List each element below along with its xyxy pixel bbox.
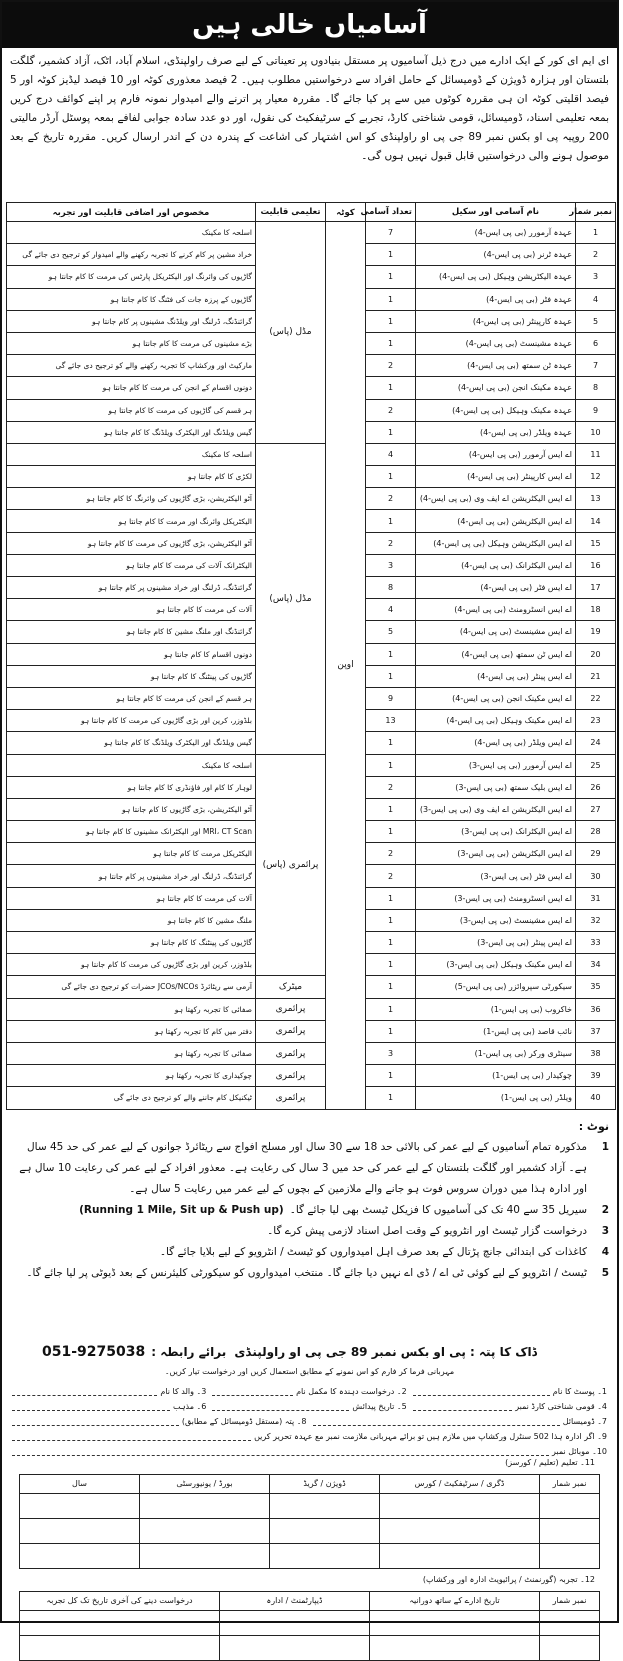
row-number: 28 bbox=[576, 821, 616, 843]
requirement: اسلحہ کا مکینک bbox=[7, 754, 256, 776]
banner-title: آسامیاں خالی ہیں bbox=[2, 2, 617, 48]
form-table-cell[interactable] bbox=[380, 1543, 540, 1568]
header-edu: تعلیمی قابلیت bbox=[256, 203, 326, 222]
form-field-line[interactable] bbox=[12, 1385, 157, 1396]
form-field-label: 6۔ مذہب bbox=[172, 1401, 207, 1411]
education-cell: پرائمری bbox=[256, 1087, 326, 1109]
post-quantity: 2 bbox=[366, 488, 416, 510]
post-quantity: 4 bbox=[366, 443, 416, 465]
post-name: اے ایس ٹن سمتھ (بی پی ایس-4) bbox=[416, 643, 576, 665]
education-cell: مڈل (پاس) bbox=[256, 443, 326, 754]
requirement: گاڑیوں کی پینٹنگ کا کام جانتا ہو bbox=[7, 932, 256, 954]
post-name: اے ایس انسٹرومنٹ (بی پی ایس-4) bbox=[416, 599, 576, 621]
row-number: 33 bbox=[576, 932, 616, 954]
requirement: آرمی سے ریٹائرڈ JCOs/NCOs حضرات کو ترجیح دی جائے گی bbox=[7, 976, 256, 998]
form-table-cell[interactable] bbox=[540, 1610, 600, 1635]
form-table-header: نمبر شمار bbox=[540, 1591, 600, 1610]
post-name: نائب قاصد (بی پی ایس-1) bbox=[416, 1020, 576, 1042]
experience-table bbox=[19, 1591, 600, 1661]
experience-body bbox=[20, 1610, 600, 1660]
form-table-row bbox=[20, 1493, 600, 1518]
post-quantity: 5 bbox=[366, 621, 416, 643]
post-quantity: 3 bbox=[366, 1042, 416, 1064]
row-number: 19 bbox=[576, 621, 616, 643]
requirement: ٹیکنیکل کام جاننے والے کو ترجیح دی جائے گی bbox=[7, 1087, 256, 1109]
row-number: 9 bbox=[576, 399, 616, 421]
post-quantity: 1 bbox=[366, 976, 416, 998]
requirement: گاڑیوں کی پینٹنگ کا کام جانتا ہو bbox=[7, 665, 256, 687]
row-number: 36 bbox=[576, 998, 616, 1020]
note-number: 2 bbox=[601, 1203, 609, 1216]
requirement: آلات کی مرمت کا کام جانتا ہو bbox=[7, 599, 256, 621]
table-row bbox=[7, 1087, 616, 1109]
post-name: اے ایس کارپینٹر (بی پی ایس-4) bbox=[416, 466, 576, 488]
form-field-line[interactable] bbox=[12, 1400, 170, 1411]
post-quantity: 2 bbox=[366, 532, 416, 554]
post-name: اے ایس پینٹر (بی پی ایس-3) bbox=[416, 932, 576, 954]
note-text: سیریل 35 سے 40 تک کی آسامیوں کا فزیکل ٹیسٹ بھی لیا جائے گا۔ bbox=[289, 1203, 587, 1216]
row-number: 3 bbox=[576, 266, 616, 288]
row-number: 27 bbox=[576, 798, 616, 820]
intro-paragraph: ای ایم ای کور کے ایک ادارے میں درج ذیل آسامیوں پر مستقل بنیادوں پر تعیناتی کے لیے صرف راولپنڈی، اسلام آباد، اٹک، آزاد کشمیر، گلگت بلتستان اور ہزارہ ڈویژن کے ڈومیسائل کے حامل افراد سے درخواستیں مطلوب ہیں۔ 2 فیصد معذوری کوٹہ اور 10 فیصد لیڈیز کوٹہ اور 5 فیصد اقلیتی کوٹہ ان ہی مقررہ کوٹوں میں سے پر کیا جائے گا۔ مقررہ معیار پر اترنے والے امیدوار نمونہ فارم پر اپنے کوائف درج کریں بمعہ تعلیمی اسناد، ڈومیسائل، قومی شناختی کارڈ، تجربے کے سرٹیفکیٹ کی نقول، اور دو عدد سادہ جوابی لفافے بمعہ پوسٹل آرڈر مالیتی 200 روپیہ پی او بکس نمبر 89 جی پی او راولپنڈی کو اس اشتہار کی اشاعت کے پندرہ دن کے اندر ارسال کریں۔ مقررہ تاریخ کے بعد موصول ہونے والی درخواستیں قابل قبول نہیں ہوں گی۔ bbox=[10, 55, 610, 162]
post-quantity: 1 bbox=[366, 798, 416, 820]
row-number: 24 bbox=[576, 732, 616, 754]
post-name: اے ایس مشینسٹ (بی پی ایس-4) bbox=[416, 621, 576, 643]
post-quantity: 1 bbox=[366, 754, 416, 776]
requirement: گرائنڈنگ، ڈرلنگ اور خراد مشینوں پر کام جانتا ہو bbox=[7, 865, 256, 887]
row-number: 30 bbox=[576, 865, 616, 887]
requirement: آٹو الیکٹریشن، بڑی گاڑیوں کی مرمت کا کام جانتا ہو bbox=[7, 532, 256, 554]
education-cell: پرائمری bbox=[256, 1042, 326, 1064]
post-quantity: 1 bbox=[366, 310, 416, 332]
form-intro: مہربانی فرما کر فارم کو اس نمونے کے مطابق استعمال کریں اور درخواست تیار کریں۔ bbox=[164, 1366, 455, 1376]
post-name: عہدہ ٹن سمتھ (بی پی ایس-4) bbox=[416, 355, 576, 377]
row-number: 7 bbox=[576, 355, 616, 377]
requirement: خراد مشین پر کام کرنے کا تجربہ رکھنے والے امیدوار کو ترجیح دی جائے گی bbox=[7, 244, 256, 266]
form-field-line[interactable] bbox=[212, 1385, 293, 1396]
requirement: گاڑیوں کے پرزہ جات کی فٹنگ کا کام جانتا ہو bbox=[7, 288, 256, 310]
note-item bbox=[10, 1242, 609, 1263]
post-quantity: 13 bbox=[366, 710, 416, 732]
notes-list bbox=[10, 1137, 609, 1284]
form-table-row bbox=[20, 1635, 600, 1660]
note-item bbox=[10, 1221, 609, 1242]
post-name: اے ایس فٹر (بی پی ایس-3) bbox=[416, 865, 576, 887]
form-field[interactable] bbox=[12, 1430, 607, 1441]
post-quantity: 1 bbox=[366, 288, 416, 310]
table-row bbox=[7, 443, 616, 465]
education-table bbox=[19, 1474, 600, 1569]
note-text: مذکورہ تمام آسامیوں کے لیے عمر کی بالائی حد 18 سے 30 سال اور مسلح افواج سے ریٹائرڈ جوانوں کے لیے عمر کی حد 45 سال ہے۔ آزاد کشمیر اور گلگت بلتستان کے لیے عمر کی حد میں 3 سال کی رعایت ہے۔ معذور افراد کے لیے عمر کی رعایت 10 سال ہے اور ادارہ ہذا میں دوران سروس فوت ہو جانے والے ملازمین کے بچوں کے لیے عمر میں رعایت 5 سال ہے۔ bbox=[19, 1140, 587, 1195]
education-cell: پرائمری bbox=[256, 998, 326, 1020]
requirement: صفائی کا تجربہ رکھتا ہو bbox=[7, 998, 256, 1020]
table-row bbox=[7, 754, 616, 776]
note-item bbox=[10, 1137, 609, 1200]
requirement: گیس ویلڈنگ اور الیکٹرک ویلڈنگ کا کام جانتا ہو bbox=[7, 732, 256, 754]
post-name: اے ایس مشینسٹ (بی پی ایس-3) bbox=[416, 909, 576, 931]
form-table-cell[interactable] bbox=[20, 1493, 140, 1518]
table-row bbox=[7, 976, 616, 998]
row-number: 8 bbox=[576, 377, 616, 399]
form-field-label: 3۔ والد کا نام bbox=[160, 1386, 207, 1396]
note-item bbox=[10, 1200, 609, 1221]
requirement: ملنگ مشین کا کام جانتا ہو bbox=[7, 909, 256, 931]
phone-number: 051-9275038 bbox=[42, 1343, 146, 1360]
post-quantity: 1 bbox=[366, 909, 416, 931]
table-header-row bbox=[7, 203, 616, 222]
post-quantity: 1 bbox=[366, 998, 416, 1020]
form-table-cell[interactable] bbox=[540, 1518, 600, 1543]
row-number: 38 bbox=[576, 1042, 616, 1064]
form-field[interactable] bbox=[12, 1445, 607, 1456]
form-field-label: 8۔ پتہ (مستقل ڈومیسائل کے مطابق) bbox=[181, 1416, 307, 1426]
form-table-cell[interactable] bbox=[140, 1543, 270, 1568]
form-table-cell[interactable] bbox=[20, 1543, 140, 1568]
row-number: 21 bbox=[576, 665, 616, 687]
form-field[interactable] bbox=[413, 1385, 607, 1396]
note-item bbox=[10, 1263, 609, 1284]
table-row bbox=[7, 222, 616, 244]
requirement: چوکیداری کا تجربہ رکھتا ہو bbox=[7, 1065, 256, 1087]
row-number: 14 bbox=[576, 510, 616, 532]
form-field-line[interactable] bbox=[12, 1415, 179, 1426]
form-field[interactable] bbox=[12, 1400, 206, 1411]
requirement: گاڑیوں کی وائرنگ اور الیکٹریکل پارٹس کی مرمت کا کام جانتا ہو bbox=[7, 266, 256, 288]
form-table-header: ڈگری / سرٹیفکیٹ / کورس bbox=[380, 1474, 540, 1493]
form-field[interactable] bbox=[413, 1400, 607, 1411]
education-cell: پرائمری bbox=[256, 1065, 326, 1087]
post-name: اے ایس مکینک وہیکل (بی پی ایس-3) bbox=[416, 954, 576, 976]
experience-title: 12۔ تجربہ (گورنمنٹ / پرائیویٹ ادارہ اور ورکشاپ) bbox=[422, 1574, 595, 1584]
post-quantity: 8 bbox=[366, 577, 416, 599]
note-text: درخواست گزار ٹیسٹ اور انٹرویو کے وقت اصل اسناد لازمی پیش کرے گا۔ bbox=[267, 1224, 587, 1237]
note-number: 4 bbox=[601, 1245, 609, 1258]
post-quantity: 1 bbox=[366, 643, 416, 665]
row-number: 6 bbox=[576, 332, 616, 354]
requirement: اسلحہ کا مکینک bbox=[7, 443, 256, 465]
note-number: 1 bbox=[601, 1140, 609, 1153]
row-number: 5 bbox=[576, 310, 616, 332]
form-table-cell[interactable] bbox=[370, 1610, 540, 1635]
row-number: 31 bbox=[576, 887, 616, 909]
form-table-cell[interactable] bbox=[270, 1543, 380, 1568]
requirement: مارکیٹ اور ورکشاپ کا تجربہ رکھنے والے کو ترجیح دی جائے گی bbox=[7, 355, 256, 377]
post-name: عہدہ مشینسٹ (بی پی ایس-4) bbox=[416, 332, 576, 354]
form-field-line[interactable] bbox=[413, 1400, 513, 1411]
row-number: 10 bbox=[576, 421, 616, 443]
row-number: 35 bbox=[576, 976, 616, 998]
header-req: مخصوص اور اضافی قابلیت اور تجربہ bbox=[7, 203, 256, 222]
form-table-header: بورڈ / یونیورسٹی bbox=[140, 1474, 270, 1493]
form-table-header: سال bbox=[20, 1474, 140, 1493]
post-name: اے ایس ویلڈر (بی پی ایس-4) bbox=[416, 732, 576, 754]
table-row bbox=[7, 1042, 616, 1064]
requirement: لوہار کا کام اور فاؤنڈری کا کام جانتا ہو bbox=[7, 776, 256, 798]
row-number: 11 bbox=[576, 443, 616, 465]
form-field-label: 2۔ درخواست دہندہ کا مکمل نام bbox=[296, 1386, 407, 1396]
row-number: 22 bbox=[576, 687, 616, 709]
note-text: ٹیسٹ / انٹرویو کے لیے کوئی ٹی اے / ڈی اے نہیں دیا جائے گا۔ منتخب امیدواروں کو سیکورٹی کلیئرنس کے بعد ڈیوٹی پر لیا جائے گا۔ bbox=[26, 1266, 587, 1279]
post-name: اے ایس مکینک وہیکل (بی پی ایس-4) bbox=[416, 710, 576, 732]
form-field[interactable] bbox=[12, 1385, 206, 1396]
phone-block bbox=[42, 1344, 226, 1360]
row-number: 23 bbox=[576, 710, 616, 732]
requirement: صفائی کا تجربہ رکھتا ہو bbox=[7, 1042, 256, 1064]
form-field-label: 10۔ موبائل نمبر bbox=[551, 1446, 607, 1456]
form-field-line[interactable] bbox=[12, 1445, 549, 1456]
row-number: 2 bbox=[576, 244, 616, 266]
form-table-cell[interactable] bbox=[270, 1493, 380, 1518]
post-quantity: 7 bbox=[366, 222, 416, 244]
post-quantity: 1 bbox=[366, 266, 416, 288]
requirement: ہر قسم کی گاڑیوں کی مرمت کا کام جانتا ہو bbox=[7, 399, 256, 421]
form-table-cell[interactable] bbox=[270, 1518, 380, 1543]
form-table-cell[interactable] bbox=[220, 1635, 370, 1660]
form-field-label: 1۔ پوسٹ کا نام bbox=[552, 1386, 607, 1396]
post-name: خاکروب (بی پی ایس-1) bbox=[416, 998, 576, 1020]
post-quantity: 1 bbox=[366, 377, 416, 399]
form-table-cell[interactable] bbox=[220, 1610, 370, 1635]
form-table-header: تاریخ ادارے کے ساتھ دورانیہ bbox=[370, 1591, 540, 1610]
row-number: 26 bbox=[576, 776, 616, 798]
post-name: عہدہ فٹر (بی پی ایس-4) bbox=[416, 288, 576, 310]
education-cell: میٹرک bbox=[256, 976, 326, 998]
form-table-header: ڈیپارٹمنٹ / ادارہ bbox=[220, 1591, 370, 1610]
post-name: اے ایس آرمورر (بی پی ایس-3) bbox=[416, 754, 576, 776]
post-quantity: 1 bbox=[366, 421, 416, 443]
row-number: 29 bbox=[576, 843, 616, 865]
post-name: عہدہ ٹرنر (بی پی ایس-4) bbox=[416, 244, 576, 266]
post-name: اے ایس الیکٹریشن (بی پی ایس-3) bbox=[416, 843, 576, 865]
post-quantity: 2 bbox=[366, 865, 416, 887]
form-table-row bbox=[20, 1543, 600, 1568]
requirement: آلات کی مرمت کا کام جانتا ہو bbox=[7, 887, 256, 909]
post-quantity: 1 bbox=[366, 821, 416, 843]
form-row bbox=[12, 1441, 607, 1456]
form-row bbox=[12, 1396, 607, 1411]
row-number: 32 bbox=[576, 909, 616, 931]
form-table-cell[interactable] bbox=[380, 1518, 540, 1543]
post-quantity: 4 bbox=[366, 599, 416, 621]
form-table-cell[interactable] bbox=[370, 1635, 540, 1660]
post-name: اے ایس انسٹرومنٹ (بی پی ایس-3) bbox=[416, 887, 576, 909]
requirement: الیکٹریکل مرمت کا کام جانتا ہو bbox=[7, 843, 256, 865]
form-table-header: درخواست دینے کی آخری تاریخ تک کل تجربہ bbox=[20, 1591, 220, 1610]
post-quantity: 2 bbox=[366, 776, 416, 798]
notes-title: نوٹ : bbox=[578, 1119, 609, 1133]
requirement: دفتر میں کام کا تجربہ رکھتا ہو bbox=[7, 1020, 256, 1042]
post-name: اے ایس فٹر (بی پی ایس-4) bbox=[416, 577, 576, 599]
post-name: اے ایس الیکٹریشن اے ایف وی (بی پی ایس-3) bbox=[416, 798, 576, 820]
post-name: عہدہ مکینک وہیکل (بی پی ایس-4) bbox=[416, 399, 576, 421]
post-quantity: 2 bbox=[366, 399, 416, 421]
post-name: اے ایس آرمورر (بی پی ایس-4) bbox=[416, 443, 576, 465]
form-table-row bbox=[20, 1610, 600, 1635]
post-quantity: 1 bbox=[366, 954, 416, 976]
requirement: گرائنڈنگ، ڈرلنگ اور ویلڈنگ مشینوں پر کام جانتا ہو bbox=[7, 310, 256, 332]
form-field[interactable] bbox=[212, 1400, 406, 1411]
requirement: اسلحہ کا مکینک bbox=[7, 222, 256, 244]
post-quantity: 1 bbox=[366, 1020, 416, 1042]
form-field[interactable] bbox=[12, 1415, 307, 1426]
post-name: سینٹری ورکر (بی پی ایس-1) bbox=[416, 1042, 576, 1064]
notes-section bbox=[2, 1110, 617, 1333]
application-form-fields bbox=[2, 1381, 617, 1456]
post-quantity: 1 bbox=[366, 510, 416, 532]
row-number: 4 bbox=[576, 288, 616, 310]
table-body bbox=[7, 222, 616, 1110]
form-field-label: 4۔ قومی شناختی کارڈ نمبر bbox=[515, 1401, 607, 1411]
form-field-label: 5۔ تاریخ پیدائش bbox=[352, 1401, 407, 1411]
post-quantity: 9 bbox=[366, 687, 416, 709]
form-field-line[interactable] bbox=[313, 1415, 560, 1426]
post-quantity: 3 bbox=[366, 554, 416, 576]
note-number: 3 bbox=[601, 1224, 609, 1237]
post-name: اے ایس الیکٹریشن (بی پی ایس-4) bbox=[416, 510, 576, 532]
post-quantity: 1 bbox=[366, 887, 416, 909]
form-table-cell[interactable] bbox=[20, 1518, 140, 1543]
post-name: اے ایس الیکٹریشن اے ایف وی (بی پی ایس-4) bbox=[416, 488, 576, 510]
requirement: لکڑی کا کام جانتا ہو bbox=[7, 466, 256, 488]
row-number: 37 bbox=[576, 1020, 616, 1042]
post-name: اے ایس مکینک انجن (بی پی ایس-4) bbox=[416, 687, 576, 709]
form-table-cell[interactable] bbox=[20, 1610, 220, 1635]
post-name: اے ایس الیکٹریشن وہیکل (بی پی ایس-4) bbox=[416, 532, 576, 554]
form-row bbox=[12, 1411, 607, 1426]
form-table-cell[interactable] bbox=[20, 1635, 220, 1660]
post-quantity: 1 bbox=[366, 332, 416, 354]
form-field[interactable] bbox=[313, 1415, 608, 1426]
vacancies-table bbox=[6, 202, 616, 1110]
row-number: 39 bbox=[576, 1065, 616, 1087]
form-field-line[interactable] bbox=[212, 1400, 349, 1411]
table-row bbox=[7, 1020, 616, 1042]
note-number: 5 bbox=[601, 1266, 609, 1279]
requirement: دونوں اقسام کا کام جانتا ہو bbox=[7, 643, 256, 665]
requirement: گیس ویلڈنگ اور الیکٹرک ویلڈنگ کا کام جانتا ہو bbox=[7, 421, 256, 443]
post-quantity: 1 bbox=[366, 665, 416, 687]
post-name: عہدہ الیکٹریشن وہیکل (بی پی ایس-4) bbox=[416, 266, 576, 288]
post-name: عہدہ کارپینٹر (بی پی ایس-4) bbox=[416, 310, 576, 332]
form-field-label: 7۔ ڈومیسائل bbox=[562, 1416, 607, 1426]
header-quota: کوٹہ bbox=[326, 203, 366, 222]
form-table-cell[interactable] bbox=[540, 1543, 600, 1568]
post-quantity: 1 bbox=[366, 244, 416, 266]
requirement: MRI، CT Scan اور الیکٹرانک مشینوں کا کام جانتا ہو bbox=[7, 821, 256, 843]
row-number: 40 bbox=[576, 1087, 616, 1109]
row-number: 20 bbox=[576, 643, 616, 665]
row-number: 13 bbox=[576, 488, 616, 510]
post-quantity: 2 bbox=[366, 843, 416, 865]
row-number: 34 bbox=[576, 954, 616, 976]
post-name: عہدہ ویلڈر (بی پی ایس-4) bbox=[416, 421, 576, 443]
header-qty: تعداد آسامی bbox=[366, 203, 416, 222]
requirement: گرائنڈنگ، ڈرلنگ اور خراد مشینوں پر کام جانتا ہو bbox=[7, 577, 256, 599]
table-row bbox=[7, 1065, 616, 1087]
form-table-cell[interactable] bbox=[140, 1518, 270, 1543]
requirement: آٹو الیکٹریشن، بڑی گاڑیوں کی وائرنگ کا کام جانتا ہو bbox=[7, 488, 256, 510]
requirement: دونوں اقسام کے انجن کی مرمت کا کام جانتا ہو bbox=[7, 377, 256, 399]
form-table-cell[interactable] bbox=[380, 1493, 540, 1518]
requirement: بلڈوزر، کرین اور بڑی گاڑیوں کی مرمت کا کام جانتا ہو bbox=[7, 710, 256, 732]
education-body bbox=[20, 1493, 600, 1568]
form-table-header: نمبر شمار bbox=[540, 1474, 600, 1493]
form-table-cell[interactable] bbox=[140, 1493, 270, 1518]
note-latin: (Running 1 Mile, Sit up & Push up) bbox=[79, 1203, 284, 1216]
row-number: 18 bbox=[576, 599, 616, 621]
education-header-row bbox=[20, 1474, 600, 1493]
form-table-cell[interactable] bbox=[540, 1635, 600, 1660]
form-field-label: 9۔ اگر ادارہ ہذا 502 سنٹرل ورکشاپ میں ملازم ہیں تو برائے مہربانی ملازمت نمبر مع عہدہ تحریر کریں bbox=[254, 1431, 607, 1441]
post-name: اے ایس بلیک سمتھ (بی پی ایس-3) bbox=[416, 776, 576, 798]
education-title: 11۔ تعلیم (تعلیم / کورسز) bbox=[505, 1457, 595, 1467]
row-number: 16 bbox=[576, 554, 616, 576]
note-text: کاغذات کی ابتدائی جانچ پڑتال کے بعد صرف اہل امیدواروں کو ٹیسٹ / انٹرویو کے لیے بلایا جائے گا۔ bbox=[159, 1245, 587, 1258]
post-quantity: 1 bbox=[366, 932, 416, 954]
contact-bar bbox=[42, 1337, 537, 1367]
form-table-cell[interactable] bbox=[540, 1493, 600, 1518]
form-field-line[interactable] bbox=[413, 1385, 550, 1396]
form-row bbox=[12, 1381, 607, 1396]
post-name: اے ایس الیکٹرانک (بی پی ایس-4) bbox=[416, 554, 576, 576]
post-name: اے ایس پینٹر (بی پی ایس-4) bbox=[416, 665, 576, 687]
table-row bbox=[7, 998, 616, 1020]
form-field-line[interactable] bbox=[12, 1430, 251, 1441]
requirement: بلڈوزر، کرین اور بڑی گاڑیوں کی مرمت کا کام جانتا ہو bbox=[7, 954, 256, 976]
header-name: نام آسامی اور سکیل bbox=[416, 203, 576, 222]
education-cell: پرائمری (پاس) bbox=[256, 754, 326, 976]
form-table-header: ڈویژن / گریڈ bbox=[270, 1474, 380, 1493]
header-num: نمبر شمار bbox=[576, 203, 616, 222]
post-name: اے ایس الیکٹرانک (بی پی ایس-3) bbox=[416, 821, 576, 843]
postal-address: ڈاک کا پتہ : پی او بکس نمبر 89 جی پی او راولپنڈی bbox=[234, 1344, 537, 1359]
form-table-row bbox=[20, 1518, 600, 1543]
row-number: 15 bbox=[576, 532, 616, 554]
form-row bbox=[12, 1426, 607, 1441]
row-number: 17 bbox=[576, 577, 616, 599]
post-quantity: 1 bbox=[366, 466, 416, 488]
post-name: عہدہ آرمورر (بی پی ایس-4) bbox=[416, 222, 576, 244]
post-quantity: 1 bbox=[366, 732, 416, 754]
post-quantity: 2 bbox=[366, 355, 416, 377]
post-name: ویلڈر (بی پی ایس-1) bbox=[416, 1087, 576, 1109]
requirement: ہر قسم کے انجن کی مرمت کا کام جانتا ہو bbox=[7, 687, 256, 709]
row-number: 12 bbox=[576, 466, 616, 488]
requirement: بڑے مشینوں کی مرمت کا کام جانتا ہو bbox=[7, 332, 256, 354]
phone-label: برائے رابطہ : bbox=[151, 1344, 227, 1359]
quota-cell: اوپن bbox=[326, 222, 366, 1110]
post-name: عہدہ مکینک انجن (بی پی ایس-4) bbox=[416, 377, 576, 399]
row-number: 25 bbox=[576, 754, 616, 776]
post-name: سیکورٹی سپروائزر (بی پی ایس-5) bbox=[416, 976, 576, 998]
requirement: الیکٹریکل وائرنگ اور مرمت کا کام جانتا ہو bbox=[7, 510, 256, 532]
row-number: 1 bbox=[576, 222, 616, 244]
post-name: چوکیدار (بی پی ایس-1) bbox=[416, 1065, 576, 1087]
requirement: الیکٹرانک آلات کی مرمت کا کام جانتا ہو bbox=[7, 554, 256, 576]
form-field[interactable] bbox=[212, 1385, 406, 1396]
experience-header-row bbox=[20, 1591, 600, 1610]
requirement: گرائنڈنگ اور ملنگ مشین کا کام جانتا ہو bbox=[7, 621, 256, 643]
post-quantity: 1 bbox=[366, 1087, 416, 1109]
requirement: آٹو الیکٹریشن، بڑی گاڑیوں کا کام جانتا ہو bbox=[7, 798, 256, 820]
education-cell: پرائمری bbox=[256, 1020, 326, 1042]
post-quantity: 1 bbox=[366, 1065, 416, 1087]
education-cell: مڈل (پاس) bbox=[256, 222, 326, 444]
